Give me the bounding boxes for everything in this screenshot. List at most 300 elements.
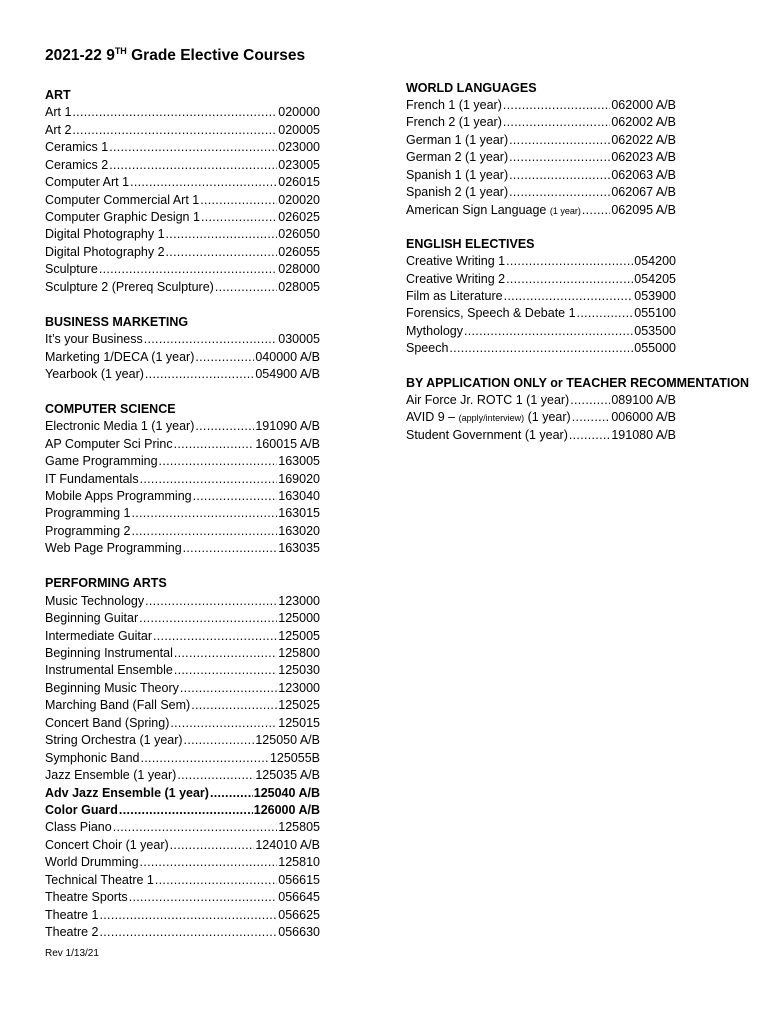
course-section — [406, 80, 676, 219]
dot-leader — [144, 331, 278, 348]
course-name — [406, 427, 568, 444]
course-name — [45, 157, 108, 174]
course-name — [45, 889, 128, 906]
course-name-note: (1 year) — [549, 205, 581, 216]
course-entry — [45, 924, 320, 941]
course-code: 062023 A/B — [611, 150, 676, 165]
course-entry — [45, 523, 320, 540]
dot-leader — [191, 697, 277, 714]
course-name — [406, 253, 505, 270]
course-code: 163020 — [278, 523, 320, 538]
dot-leader — [155, 872, 277, 889]
course-entry — [45, 418, 320, 435]
course-entry — [45, 192, 320, 209]
course-name-text: Theatre 1 — [45, 907, 99, 922]
course-name — [406, 167, 508, 184]
title-superscript: TH — [114, 46, 127, 56]
course-name — [45, 488, 192, 505]
left-column — [45, 87, 320, 941]
course-code: 020005 — [278, 122, 320, 137]
course-name — [45, 418, 194, 435]
course-code: 053900 — [634, 288, 676, 303]
course-code: 054205 — [634, 271, 676, 286]
course-name — [45, 192, 199, 209]
course-entry — [45, 680, 320, 697]
course-name — [45, 645, 173, 662]
course-name — [45, 331, 143, 348]
course-code: 023000 — [278, 140, 320, 155]
course-entry — [45, 819, 320, 836]
course-name-text: Web Page Programming — [45, 541, 182, 556]
course-name-text: German 1 (1 year) — [406, 132, 509, 147]
course-entry — [45, 837, 320, 854]
course-name — [45, 174, 129, 191]
course-name — [45, 924, 99, 941]
course-entry — [45, 261, 320, 278]
course-name-text: German 2 (1 year) — [406, 150, 509, 165]
course-name-text: Art 1 — [45, 105, 72, 120]
dot-leader — [503, 97, 610, 114]
course-entry — [406, 97, 676, 114]
course-entry — [45, 785, 320, 802]
dot-leader — [130, 174, 277, 191]
course-section — [45, 87, 320, 296]
course-name-text: Beginning Music Theory — [45, 680, 179, 695]
course-entry — [45, 854, 320, 871]
course-section — [406, 236, 676, 358]
course-name — [45, 732, 183, 749]
course-name — [45, 697, 190, 714]
course-name-text: Beginning Instrumental — [45, 646, 173, 660]
dot-leader — [195, 418, 254, 435]
dot-leader — [201, 209, 277, 226]
course-name-text: It’s your Business — [45, 332, 143, 347]
course-code: 125050 A/B — [255, 733, 320, 748]
course-name — [45, 453, 158, 470]
course-entry — [45, 122, 320, 139]
course-code: 191080 A/B — [611, 427, 676, 442]
dot-leader — [506, 253, 633, 270]
course-code: 028005 — [278, 279, 320, 294]
dot-leader — [509, 149, 610, 166]
course-name — [45, 907, 99, 924]
dot-leader — [506, 271, 633, 288]
course-name — [406, 97, 502, 114]
course-section — [45, 314, 320, 384]
dot-leader — [166, 244, 278, 261]
course-code: 020020 — [278, 192, 320, 207]
course-name — [45, 854, 139, 871]
course-code: 026055 — [278, 244, 320, 259]
dot-leader — [200, 192, 277, 209]
course-code: 023005 — [278, 157, 320, 172]
dot-leader — [193, 488, 278, 505]
section-heading: WORLD LANGUAGES — [406, 81, 537, 95]
course-code: 055100 — [634, 306, 676, 321]
course-name-text: Creative Writing 1 — [406, 254, 506, 269]
dot-leader — [100, 907, 278, 924]
course-entry — [406, 132, 676, 149]
dot-leader — [99, 261, 277, 278]
section-heading: ART — [45, 88, 71, 102]
course-entry — [45, 349, 320, 366]
course-name-note: (apply/interview) — [458, 413, 525, 424]
course-entry — [406, 288, 676, 305]
course-code: 163015 — [278, 506, 320, 521]
course-name-text: Yearbook (1 year) — [45, 366, 144, 381]
dot-leader — [180, 680, 277, 697]
course-name-text: Beginning Guitar — [45, 611, 139, 626]
course-code: 125030 — [278, 663, 320, 678]
course-code: 125015 — [278, 715, 320, 730]
course-name — [45, 471, 139, 488]
dot-leader — [145, 366, 254, 383]
course-name-text: Color Guard — [45, 802, 118, 817]
dot-leader — [166, 226, 278, 243]
course-name-text: Marching Band (Fall Sem) — [45, 698, 191, 713]
course-name — [406, 409, 571, 426]
course-name — [45, 349, 194, 366]
dot-leader — [159, 453, 278, 470]
course-entry — [406, 253, 676, 270]
course-name — [406, 149, 508, 166]
course-entry — [45, 715, 320, 732]
course-entry — [406, 114, 676, 131]
course-name-text: American Sign Language — [406, 202, 547, 217]
course-code: 125025 — [278, 698, 320, 713]
course-name — [45, 802, 118, 819]
course-code: 006000 A/B — [611, 410, 676, 425]
course-code: 062067 A/B — [611, 185, 676, 200]
dot-leader — [113, 819, 278, 836]
course-name — [45, 837, 169, 854]
course-entry — [45, 174, 320, 191]
course-code: 062022 A/B — [611, 132, 676, 147]
course-entry — [45, 436, 320, 453]
course-name-text: Theatre Sports — [45, 890, 128, 905]
course-entry — [45, 244, 320, 261]
course-entry — [45, 104, 320, 121]
course-code: 191090 A/B — [255, 419, 320, 434]
course-name-text: Creative Writing 2 — [406, 271, 506, 286]
course-entry — [45, 750, 320, 767]
dot-leader — [72, 104, 277, 121]
dot-leader — [153, 628, 277, 645]
course-code: 020000 — [278, 105, 320, 120]
course-code: 056615 — [278, 872, 320, 887]
course-name — [45, 226, 165, 243]
dot-leader — [577, 305, 634, 322]
dot-leader — [509, 132, 610, 149]
course-entry — [406, 167, 676, 184]
course-section — [406, 375, 750, 444]
dot-leader — [449, 340, 633, 357]
course-name-text: Programming 2 — [45, 523, 131, 538]
course-name-text: Symphonic Band — [45, 750, 140, 765]
course-entry — [45, 593, 320, 610]
course-name — [406, 114, 502, 131]
section-heading: PERFORMING ARTS — [45, 576, 167, 591]
right-column — [406, 80, 750, 444]
course-name-text: Digital Photography 2 — [45, 244, 165, 259]
course-entry — [45, 453, 320, 470]
section-heading: ENGLISH ELECTIVES — [406, 237, 535, 252]
course-name — [45, 628, 152, 645]
course-name — [45, 593, 144, 610]
course-entry — [406, 149, 676, 166]
course-name-text: Instrumental Ensemble — [45, 663, 173, 678]
dot-leader — [141, 750, 269, 767]
course-name — [406, 392, 569, 409]
dot-leader — [509, 184, 610, 201]
course-name-text: Air Force Jr. ROTC 1 (1 year) — [406, 392, 570, 407]
course-entry — [45, 488, 320, 505]
course-name-text: Game Programming — [45, 454, 158, 469]
course-name — [45, 139, 108, 156]
course-entry — [45, 540, 320, 557]
course-code: 062063 A/B — [611, 167, 676, 182]
course-entry — [406, 271, 676, 288]
course-entry — [45, 872, 320, 889]
course-name-text: Digital Photography 1 — [45, 227, 165, 242]
course-name — [406, 340, 448, 357]
course-name — [45, 436, 173, 453]
course-name — [45, 523, 130, 540]
course-entry — [45, 610, 320, 627]
course-code: 026015 — [278, 175, 320, 190]
dot-leader — [184, 732, 255, 749]
course-name — [406, 184, 508, 201]
dot-leader — [140, 471, 278, 488]
dot-leader — [131, 523, 277, 540]
course-name — [45, 366, 144, 383]
course-code: 053500 — [634, 323, 676, 338]
dot-leader — [174, 662, 277, 679]
course-name-text: Computer Commercial Art 1 — [45, 192, 200, 207]
course-name-text: Electronic Media 1 (1 year) — [45, 419, 195, 434]
course-name-text: Forensics, Speech & Debate 1 — [406, 306, 576, 321]
section-heading: BY APPLICATION ONLY or TEACHER RECOMMENTATION — [406, 375, 750, 390]
course-name — [45, 680, 179, 697]
course-code: 124010 A/B — [255, 837, 320, 852]
course-name — [45, 244, 165, 261]
course-name — [406, 323, 463, 340]
course-entry — [45, 889, 320, 906]
dot-leader — [177, 767, 254, 784]
course-entry — [45, 767, 320, 784]
course-code: 125005 — [278, 628, 320, 643]
course-name-text: Concert Band (Spring) — [45, 715, 170, 730]
dot-leader — [119, 802, 253, 819]
course-name — [45, 122, 71, 139]
course-name-text: French 2 (1 year) — [406, 115, 502, 130]
course-code: 126000 A/B — [253, 802, 320, 817]
course-code: 163040 — [278, 489, 320, 504]
course-name — [45, 261, 98, 278]
course-code: 026050 — [278, 227, 320, 242]
dot-leader — [140, 854, 278, 871]
course-name — [406, 271, 505, 288]
course-name — [406, 132, 508, 149]
dot-leader — [131, 505, 277, 522]
course-code: 089100 A/B — [611, 392, 676, 407]
course-name — [45, 610, 138, 627]
dot-leader — [464, 323, 633, 340]
title-year: 2021-22 9 — [45, 47, 115, 64]
course-name-text: String Orchestra (1 year) — [45, 733, 183, 748]
course-entry — [45, 279, 320, 296]
course-name — [45, 279, 214, 296]
dot-leader — [170, 837, 255, 854]
course-entry — [45, 331, 320, 348]
course-name-text: AVID 9 – — [406, 410, 456, 425]
course-code: 163035 — [278, 541, 320, 556]
course-code: 125035 A/B — [255, 768, 320, 783]
course-name — [45, 819, 112, 836]
course-code: 054200 — [634, 254, 676, 269]
dot-leader — [170, 715, 277, 732]
course-name-text: Ceramics 1 — [45, 140, 109, 155]
course-code: 123000 — [278, 680, 320, 695]
section-heading: BUSINESS MARKETING — [45, 314, 189, 329]
dot-leader — [129, 889, 278, 906]
course-entry — [406, 184, 676, 201]
dot-leader — [582, 202, 610, 219]
dot-leader — [145, 593, 277, 610]
course-code: 054900 A/B — [255, 366, 320, 381]
course-name — [45, 209, 200, 226]
course-code: 125800 — [278, 646, 320, 660]
dot-leader — [215, 279, 277, 296]
dot-leader — [109, 157, 277, 174]
course-code: 125810 — [278, 855, 320, 870]
course-code: 062095 A/B — [611, 202, 676, 217]
dot-leader — [210, 785, 253, 802]
course-name — [406, 202, 581, 219]
course-entry — [45, 628, 320, 645]
course-name-text: Student Government (1 year) — [406, 427, 568, 442]
course-entry — [406, 392, 676, 409]
course-name-text: Adv Jazz Ensemble (1 year) — [45, 785, 209, 800]
dot-leader — [503, 114, 610, 131]
course-name-text: IT Fundamentals — [45, 471, 139, 486]
course-name-text: Ceramics 2 — [45, 157, 109, 172]
revision-footer: Rev 1/13/21 — [45, 948, 99, 959]
course-name — [45, 715, 169, 732]
course-entry — [406, 202, 676, 219]
course-name-text: Spanish 2 (1 year) — [406, 185, 509, 200]
course-entry — [45, 139, 320, 156]
dot-leader — [570, 392, 610, 409]
course-code: 163005 — [278, 454, 320, 469]
course-name-text: Technical Theatre 1 — [45, 872, 154, 887]
course-name-text: Sculpture 2 (Prereq Sculpture) — [45, 279, 214, 294]
course-entry — [406, 323, 676, 340]
dot-leader — [174, 436, 255, 453]
dot-leader — [569, 427, 610, 444]
course-name-text: Art 2 — [45, 122, 72, 137]
course-entry — [45, 366, 320, 383]
course-code: 056645 — [278, 890, 320, 905]
course-code: 062000 A/B — [611, 98, 676, 112]
course-name-text: Jazz Ensemble (1 year) — [45, 768, 177, 783]
course-name-text: Concert Choir (1 year) — [45, 837, 169, 852]
course-name-text: Computer Graphic Design 1 — [45, 210, 200, 225]
course-name-text: Mythology — [406, 323, 463, 338]
course-code: 169020 — [278, 471, 320, 486]
course-entry — [45, 645, 320, 662]
dot-leader — [195, 349, 254, 366]
course-entry — [45, 471, 320, 488]
course-section — [45, 575, 320, 941]
course-code: 056630 — [278, 925, 320, 939]
course-code: 125000 — [278, 611, 320, 626]
course-entry — [45, 697, 320, 714]
course-name — [45, 785, 209, 802]
course-code: 062002 A/B — [611, 115, 676, 130]
course-name-text: Film as Literature — [406, 288, 503, 303]
course-entry — [45, 157, 320, 174]
course-code: 026025 — [278, 210, 320, 225]
dot-leader — [100, 924, 278, 941]
course-name — [45, 662, 173, 679]
course-name-text: Music Technology — [45, 593, 145, 608]
course-entry — [45, 732, 320, 749]
course-code: 125805 — [278, 820, 320, 835]
course-name-text: Marketing 1/DECA (1 year) — [45, 349, 195, 364]
course-name-text: Sculpture — [45, 262, 98, 277]
course-entry — [406, 409, 676, 426]
course-name-text: Computer Art 1 — [45, 175, 130, 190]
course-name — [45, 540, 182, 557]
course-name-text: Intermediate Guitar — [45, 628, 152, 643]
course-entry — [406, 427, 676, 444]
course-entry — [45, 662, 320, 679]
course-entry — [406, 340, 676, 357]
course-name-text: World Drumming — [45, 855, 139, 870]
course-name — [45, 104, 71, 121]
dot-leader — [504, 288, 634, 305]
dot-leader — [183, 540, 278, 557]
course-name-text: AP Computer Sci Princ — [45, 436, 173, 451]
course-name — [45, 750, 140, 767]
course-code: 125055B — [269, 750, 320, 765]
course-code: 160015 A/B — [255, 436, 320, 451]
course-name-text: Programming 1 — [45, 506, 131, 521]
course-name — [45, 872, 154, 889]
course-code: 055000 — [634, 341, 676, 356]
dot-leader — [109, 139, 277, 156]
course-name-text: Spanish 1 (1 year) — [406, 167, 509, 182]
course-name-text: Theatre 2 — [45, 925, 99, 939]
course-name-text: Class Piano — [45, 820, 112, 835]
page-title — [45, 46, 305, 65]
dot-leader — [572, 409, 611, 426]
course-entry — [45, 907, 320, 924]
dot-leader — [139, 610, 277, 627]
course-entry — [406, 305, 676, 322]
course-entry — [45, 802, 320, 819]
course-entry — [45, 505, 320, 522]
course-code: 040000 A/B — [255, 349, 320, 364]
course-name — [406, 288, 503, 305]
title-rest: Grade Elective Courses — [126, 47, 306, 64]
course-section — [45, 401, 320, 558]
course-code: 030005 — [278, 332, 320, 347]
course-name — [45, 505, 130, 522]
course-name-text: Speech — [406, 341, 449, 356]
course-entry — [45, 209, 320, 226]
